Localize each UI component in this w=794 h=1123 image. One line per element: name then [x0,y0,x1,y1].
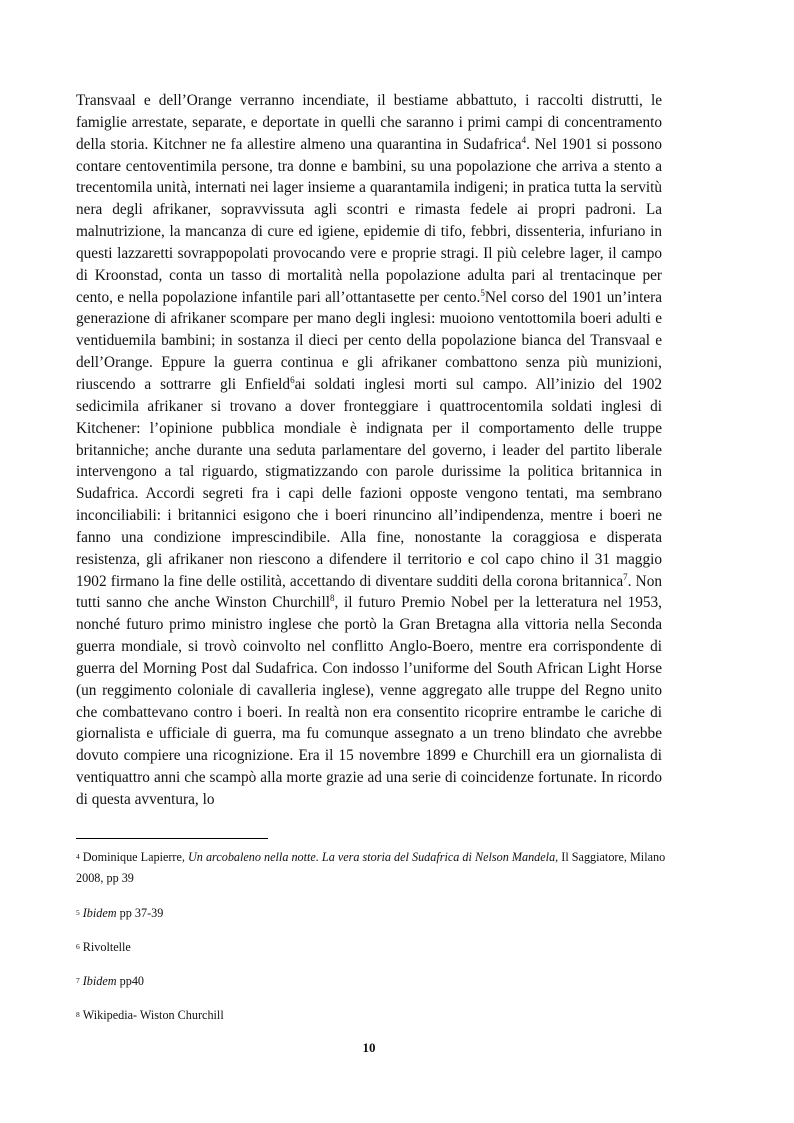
footnote-ref-8[interactable]: 8 [330,593,335,604]
footnote-ref-4[interactable]: 4 [521,134,527,145]
text-segment: Transvaal e dell’Orange verranno incendiate, il bestiame abbattuto, i raccolti distrutti, le famiglie arrestate, separate, e deportate in quelli che saranno i primi campi di concentramento della storia. Kitchner ne fa allestire almeno una quarantina in Sudafrica [76,92,662,153]
footnote-text: pp40 [116,974,145,988]
footnote-8 [76,1004,224,1026]
footnote-number: 6 [76,942,80,951]
body-paragraph [76,90,662,811]
footnote-6 [76,936,131,958]
footnote-ref-5[interactable]: 5 [480,287,485,298]
footnote-4 [76,846,676,889]
page-number: 10 [362,1040,376,1055]
footnote-number: 7 [76,976,80,985]
text-segment: . Non tutti sanno che anche Winston Churchill [76,572,662,612]
footnote-ref-7[interactable]: 7 [623,571,628,582]
main-text-block [76,90,662,811]
footnote-title: Ibidem [82,906,117,920]
footnote-number: 8 [76,1010,80,1019]
footnote-text: pp 37-39 [116,906,164,920]
footnote-7 [76,970,144,992]
footnote-text: Dominique Lapierre, [82,850,188,864]
text-segment: ai soldati inglesi morti sul campo. All’inizio del 1902 sedicimila afrikaner si trovano a dover fronteggiare i quattrocentomila soldati inglesi di Kitchener: l’opinione pubblica mondiale è indignata per il comportamento delle truppe britanniche; anche durante una seduta parlamentare del governo, i leader del partito liberale intervengono a tal riguardo, stigmatizzando con parole durissime la politica britannica in Sudafrica. Accordi segreti fra i capi delle fazioni opposte vengono tentati, ma sembrano inconciliabili: i britannici esigono che i boeri rinuncino all’indipendenza, mentre i boeri ne fanno una condizione imprescindibile. Alla fine, nonostante la coraggiosa e disperata resistenza, gli afrikaner non riescono a difendere il territorio e col capo chino il 31 maggio 1902 firmano la fine delle ostilità, accettando di diventare sudditi della corona britannica [76,375,662,590]
footnote-number: 5 [76,908,80,917]
footnote-title: Un arcobaleno nella notte. La vera storia del Sudafrica di Nelson Mandela [188,850,556,864]
footnote-ref-6[interactable]: 6 [290,374,295,385]
footnote-number: 4 [76,852,80,861]
footnote-text: , Il Saggiatore, Milano 2008, pp 39 [76,850,666,885]
footnote-text: Rivoltelle [82,940,131,954]
footnote-text: Wikipedia- Wiston Churchill [82,1008,224,1022]
footnote-separator [76,838,268,839]
text-segment: Nel corso del 1901 un’intera generazione di afrikaner scompare per mano degli inglesi: muoiono ventottomila boeri adulti e ventiduemila bambini; in sostanza il dieci per cento della popolazione bianca del Transvaal e dell’Orange. Eppure la guerra continua e gli afrikaner combattono senza più munizioni, riuscendo a sottrarre gli Enfield [76,288,662,393]
text-segment: . Nel 1901 si possono contare centoventimila persone, tra donne e bambini, su una popolazione che arriva a stento a trecentomila unità, internati nei lager insieme a quarantamila indigeni; in pratica tutta la servitù nera degli afrikaner, sopravvissuta agli scontri e rimasta fedele ai propri padroni. La malnutrizione, la mancanza di cure ed igiene, epidemie di tifo, febbri, dissenteria, infuriano in questi lazzaretti sovrappopolati provocando vere e proprie stragi. Il più celebre lager, il campo di Kroonstad, conta un tasso di mortalità nella popolazione adulta pari al trentacinque per cento, e nella popolazione infantile pari all’ottantasette per cento. [76,135,662,306]
text-segment: , il futuro Premio Nobel per la letteratura nel 1953, nonché futuro primo ministro inglese che portò la Gran Bretagna alla vittoria nella Seconda guerra mondiale, si trovò coinvolto nel conflitto Anglo-Boero, mentre era corrispondente di guerra del Morning Post dal Sudafrica. Con indosso l’uniforme del South African Light Horse (un reggimento coloniale di cavalleria inglese), venne aggregato alle truppe del Regno unito che combattevano contro i boeri. In realtà non era consentito ricoprire entrambe le cariche di giornalista e ufficiale di guerra, ma fu comunque assegnato a un treno blindato che avrebbe dovuto compiere una ricognizione. Era il 15 novembre 1899 e Churchill era un giornalista di ventiquattro anni che scampò alla morte grazie ad una serie di coincidenze fortunate. In ricordo di questa avventura, lo [76,594,662,808]
footnote-title: Ibidem [82,974,117,988]
footnote-5 [76,902,163,924]
